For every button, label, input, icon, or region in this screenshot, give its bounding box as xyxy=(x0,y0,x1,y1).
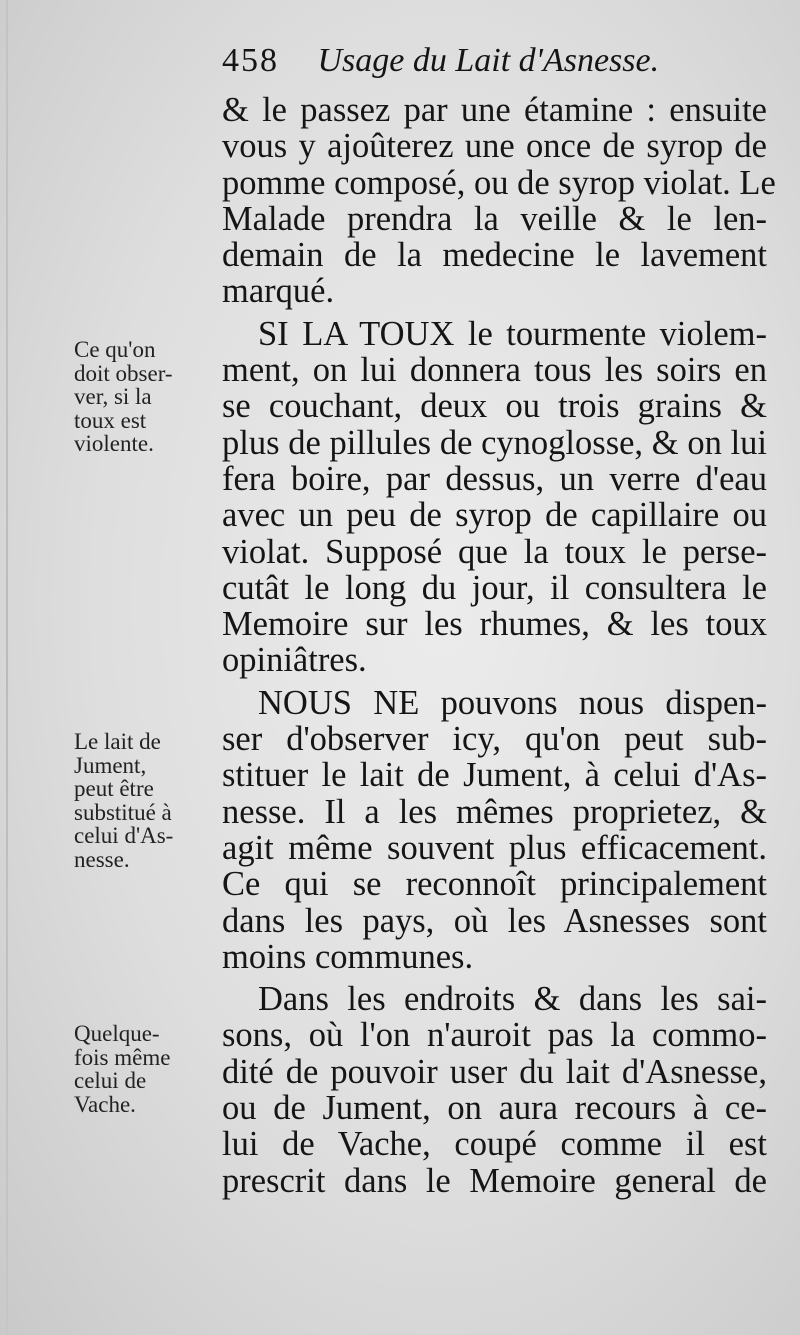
text-line: lui de Vache, coupé comme il est xyxy=(222,1125,767,1164)
page-number: 458 xyxy=(222,42,279,79)
text-line: stituer le lait de Jument, à celui d'As- xyxy=(222,756,767,795)
text-line: ment, on lui donnera tous les soirs en xyxy=(222,351,767,390)
margin-line: celui de xyxy=(74,1068,147,1093)
text-line: ser d'observer icy, qu'on peut sub- xyxy=(222,720,767,759)
margin-line: peut être xyxy=(74,776,154,801)
margin-line: celui d'As- xyxy=(74,823,174,848)
margin-line: doit obser- xyxy=(74,360,173,386)
margin-line: substitué à xyxy=(74,799,172,825)
text-line: violat. Supposé que la toux le perse- xyxy=(222,532,767,571)
text-line: pomme composé, ou de syrop violat. Le xyxy=(222,163,776,202)
text-line: nesse. Il a les mêmes proprietez, & xyxy=(222,792,767,831)
text-line: dans les pays, où les Asnesses sont xyxy=(222,901,767,940)
margin-line: ver, si la xyxy=(74,384,152,409)
margin-line: Le lait de xyxy=(74,729,161,754)
margin-line: Jument, xyxy=(74,752,147,778)
text-line: plus de pillules de cynoglosse, & on lui xyxy=(222,423,767,462)
text-line: avec un peu de syrop de capillaire ou xyxy=(222,496,767,535)
margin-note-toux xyxy=(74,338,214,456)
text-line: ou de Jument, on aura recours à ce- xyxy=(222,1089,767,1128)
paragraph-start-line: Dans les endroits & dans les sai- xyxy=(258,980,767,1019)
text-line: & le passez par une étamine : ensuite xyxy=(222,91,767,129)
text-line: marqué. xyxy=(222,272,335,311)
margin-line: toux est xyxy=(74,407,147,433)
margin-line: Quelque- xyxy=(74,1021,160,1046)
text-line: opiniâtres. xyxy=(222,641,367,680)
text-line: vous y ajoûterez une once de syrop de xyxy=(222,127,767,166)
text-line: moins communes. xyxy=(222,937,474,976)
margin-line: Ce qu'on xyxy=(74,337,156,362)
text-line: Memoire sur les rhumes, & les toux xyxy=(222,605,767,644)
text-line: dité de pouvoir user du lait d'Asnesse, xyxy=(222,1052,767,1091)
margin-line: violente. xyxy=(74,431,154,456)
text-line: demain de la medecine le lavement xyxy=(222,236,767,275)
text-line: fera boire, par dessus, un verre d'eau xyxy=(222,459,767,498)
margin-line: fois même xyxy=(74,1044,171,1070)
margin-line: nesse. xyxy=(74,846,130,872)
margin-note-vache xyxy=(74,1022,214,1116)
text-line: prescrit dans le Memoire general de xyxy=(222,1161,767,1200)
paragraph-start-line: SI LA TOUX le tourmente violem- xyxy=(258,314,767,353)
text-line: se couchant, deux ou trois grains & xyxy=(222,387,767,426)
margin-line: Vache. xyxy=(74,1091,136,1117)
main-text xyxy=(222,91,776,1200)
text-line: Malade prendra la veille & le len- xyxy=(222,199,767,238)
text-line: sons, où l'on n'auroit pas la commo- xyxy=(222,1016,767,1055)
text-line: agit même souvent plus efficacement. xyxy=(222,828,767,867)
margin-note-jument xyxy=(74,730,214,871)
paragraph-start-line: NOUS NE pouvons nous dispen- xyxy=(258,683,767,722)
text-line: cutât le long du jour, il consultera le xyxy=(222,568,767,607)
running-header xyxy=(222,42,659,80)
page-gutter-shadow xyxy=(6,0,8,1335)
text-line: Ce qui se reconnoît principalement xyxy=(222,865,767,904)
running-title: Usage du Lait d'Asnesse. xyxy=(317,42,660,79)
